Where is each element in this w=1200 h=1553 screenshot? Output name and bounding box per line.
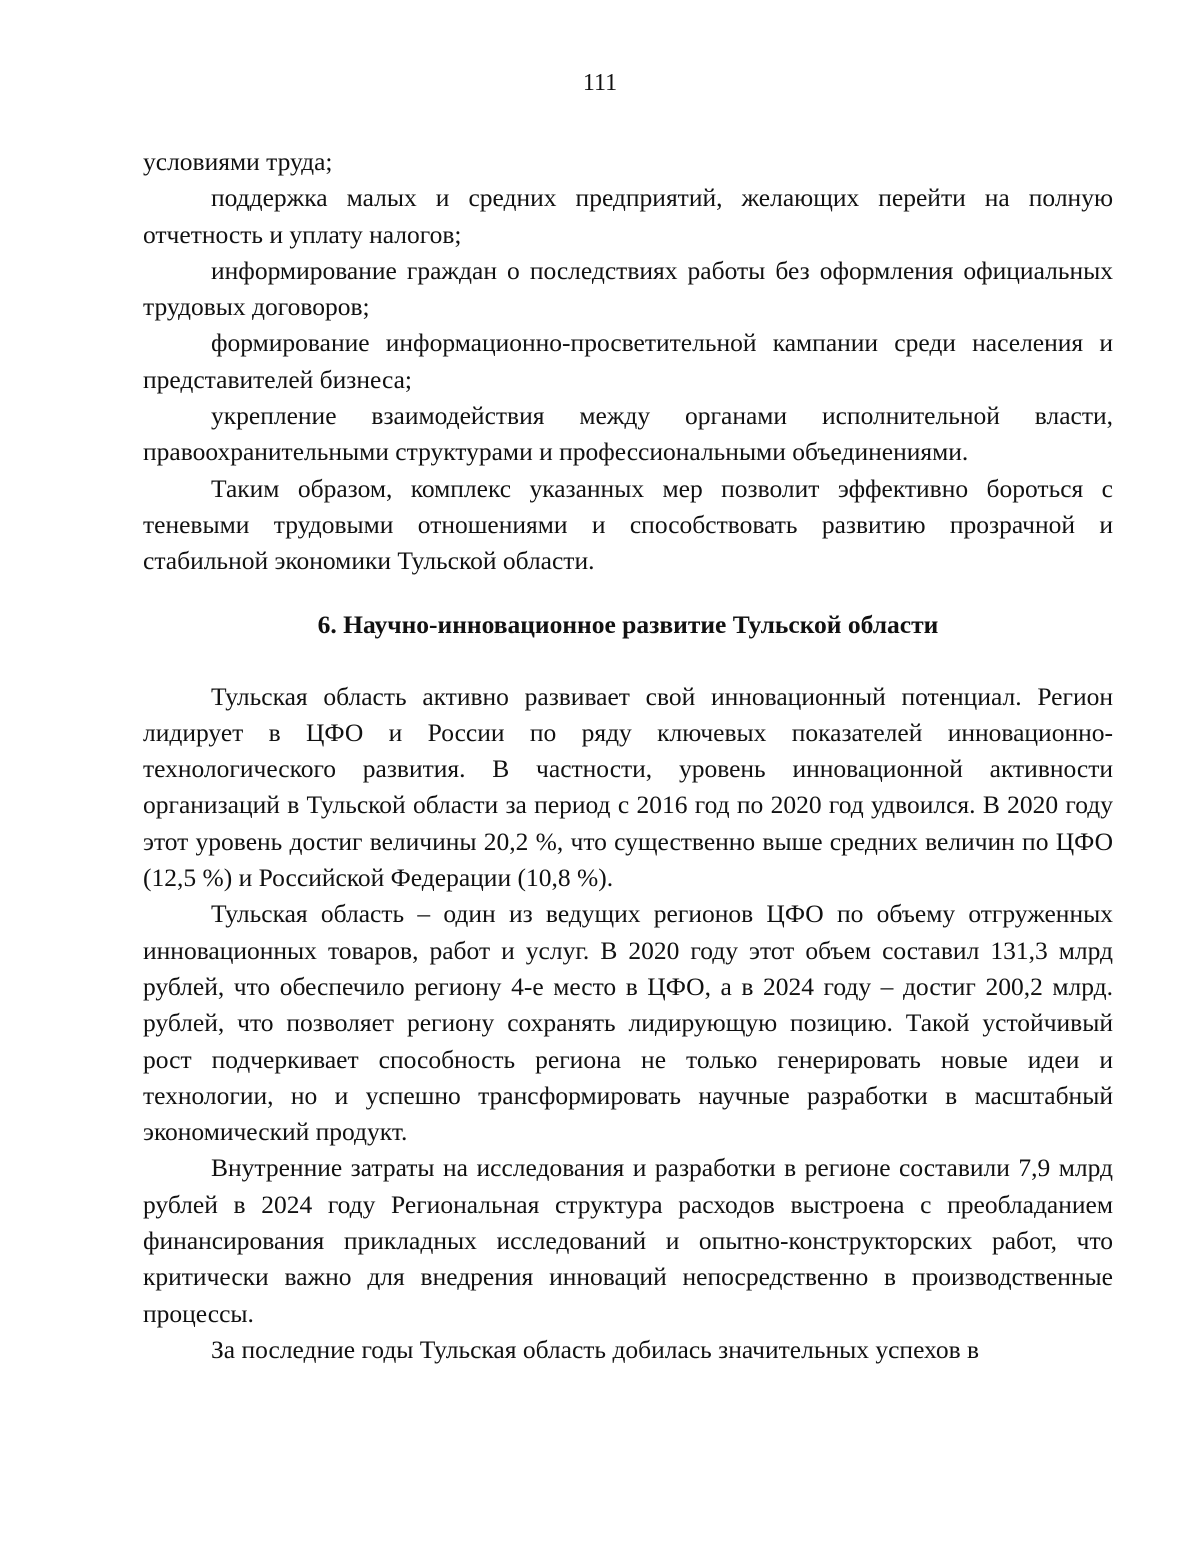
list-continuation: условиями труда; [143, 147, 333, 176]
paragraph-innovation-potential: Тульская область активно развивает свой инновационный потенциал. Регион лидирует в ЦФО и России по ряду ключевых показателей инновационно-технологического развития. В частности, уровень инновационной активности организаций в Тульской области за период с 2016 год по 2020 год удвоился. В 2020 году этот уровень достиг величины 20,2 %, что существенно выше средних величин по ЦФО (12,5 %) и Российской Федерации (10,8 %). [143, 681, 1113, 893]
list-item-support-smes: поддержка малых и средних предприятий, желающих перейти на полную отчетность и уплату налогов; [143, 183, 1113, 249]
list-item-interaction: укрепление взаимодействия между органами исполнительной власти, правоохранительными структурами и профессиональными объединениями. [143, 401, 1113, 467]
paragraph-innovative-goods: Тульская область – один из ведущих регионов ЦФО по объему отгруженных инновационных товаров, работ и услуг. В 2020 году этот объем составил 131,3 млрд рублей, что обеспечило региону 4-е место в ЦФО, а в 2024 году – достиг 200,2 млрд. рублей, что позволяет региону сохранять лидирующую позицию. Такой устойчивый рост подчеркивает способность региона не только генерировать новые идеи и технологии, но и успешно трансформировать научные разработки в масштабный экономический продукт. [143, 899, 1113, 1147]
paragraph-rnd-expenses: Внутренние затраты на исследования и разработки в регионе составили 7,9 млрд рублей в 2024 году Региональная структура расходов выстроена с преобладанием финансирования прикладных исследований и опытно-конструкторских работ, что критически важно для внедрения инноваций непосредственно в производственные процессы. [143, 1153, 1113, 1328]
list-item-inform-citizens: информирование граждан о последствиях работы без оформления официальных трудовых договоров; [143, 255, 1113, 322]
paragraph-recent-success: За последние годы Тульская область добилась значительных успехов в [211, 1334, 980, 1364]
section-heading: 6. Научно-инновационное развитие Тульской области [317, 609, 939, 639]
page-body [143, 144, 1113, 1368]
page-number: 111 [582, 70, 618, 96]
list-item-awareness-campaign: формирование информационно-просветительной кампании среди населения и представителей бизнеса; [143, 328, 1113, 394]
conclusion-paragraph: Таким образом, комплекс указанных мер позволит эффективно бороться с теневыми трудовыми отношениями и способствовать развитию прозрачной и стабильной экономики Тульской области. [143, 473, 1113, 576]
